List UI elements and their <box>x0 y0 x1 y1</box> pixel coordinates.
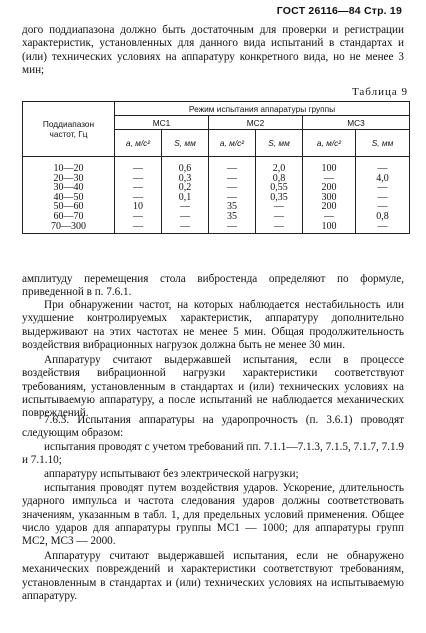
table-cell: — <box>115 174 162 184</box>
table-cell: — <box>115 183 162 193</box>
table-cell: 0,1 <box>162 193 209 203</box>
vibration-table <box>22 101 410 234</box>
col-header-a: a, м/с² <box>115 130 162 157</box>
group-header-mc1: МС1 <box>115 116 209 130</box>
paragraph-frequency-detection: При обнаружении частот, на которых наблюдается нестабильность или ухудшение контролируемых характеристик, аппаратуру дополнительно выдерживают на этих частотах не менее 5 мин. Общая продолжительность воздействия вибрационных нагрузок должна быть не менее 30 мин. <box>22 299 404 351</box>
col-header-s: S, мм <box>356 130 410 157</box>
table-cell: — <box>356 202 410 212</box>
table-cell: 10 <box>115 202 162 212</box>
group-header-mc3: МС3 <box>303 116 410 130</box>
table-caption: Таблица 9 <box>351 86 408 98</box>
paragraph-continuation: дого поддиапазона должно быть достаточным для проверки и регистрации характеристик, установленных для данного вида испытаний в стандартах и (или) технических условиях на аппаратуру конкретного вида, но не менее 3 мин; <box>22 24 404 76</box>
page-header: ГОСТ 26116—84 Стр. 19 <box>276 5 402 17</box>
paragraph-vibration-pass: Аппаратуру считают выдержавшей испытания, если в процессе воздействия вибрационной нагрузки характеристики соответствуют требованиям, установленным в стандартах и (или) технических условиях на испытываемую аппаратуру, а после испытаний не наблюдается механических повреждений. <box>22 354 404 420</box>
table-cell: — <box>356 183 410 193</box>
table-cell: — <box>356 157 410 174</box>
table-cell: — <box>303 174 356 184</box>
span-header-cell: Режим испытания аппаратуры группы <box>115 102 410 116</box>
table-row <box>23 157 410 174</box>
table-cell: 60—70 <box>23 212 115 222</box>
table-cell: 200 <box>303 202 356 212</box>
table-row <box>23 222 410 234</box>
table-cell: — <box>115 157 162 174</box>
table-cell: 0,35 <box>256 193 303 203</box>
table-cell: 35 <box>209 202 256 212</box>
paragraph-no-load: аппаратуру испытывают без электрической нагрузки; <box>44 468 299 480</box>
paragraph-amplitude: амплитуду перемещения стола вибростенда определяют по формуле, приведенной в п. 7.6.1. <box>22 273 404 299</box>
table-cell: 30—40 <box>23 183 115 193</box>
table-cell: — <box>256 222 303 234</box>
table-cell: 0,8 <box>356 212 410 222</box>
table-cell: 0,2 <box>162 183 209 193</box>
paragraph-shock-parameters: испытания проводят путем воздействия ударов. Ускорение, длительность ударного импульса и частота следования ударов должны соответствовать значениям, указанным в табл. 1, для предельных условий применения. Общее число ударов для аппаратуры группы МС1 — 1000; для аппаратуры групп МС2, МС3 — 2000. <box>22 482 404 548</box>
row-header-cell: Поддиапазон частот, Гц <box>23 102 115 157</box>
table-cell: 50—60 <box>23 202 115 212</box>
paragraph-shock-requirements: испытания проводят с учетом требований пп. 7.1.1—7.1.3, 7.1.5, 7.1.7, 7.1.9 и 7.1.10; <box>22 441 404 467</box>
table-cell: — <box>115 222 162 234</box>
table-cell: 35 <box>209 212 256 222</box>
table-cell: 0,55 <box>256 183 303 193</box>
table-cell: 40—50 <box>23 193 115 203</box>
paragraph-shock-test: 7.6.3. Испытания аппаратуры на ударопрочность (п. 3.6.1) проводят следующим образом: <box>22 414 404 440</box>
table-cell: 0,8 <box>256 174 303 184</box>
table-cell: 0,6 <box>162 157 209 174</box>
col-header-s: S, мм <box>162 130 209 157</box>
table-cell: 10—20 <box>23 157 115 174</box>
table-cell: — <box>356 193 410 203</box>
table-cell: — <box>162 222 209 234</box>
table-cell: 300 <box>303 193 356 203</box>
table-cell: 0,3 <box>162 174 209 184</box>
table-cell: — <box>209 222 256 234</box>
table-cell: 70—300 <box>23 222 115 234</box>
table-cell: 100 <box>303 157 356 174</box>
table-cell: 2,0 <box>256 157 303 174</box>
table-cell: 4,0 <box>356 174 410 184</box>
table-cell: — <box>115 193 162 203</box>
table-cell: 100 <box>303 222 356 234</box>
table-cell: — <box>209 183 256 193</box>
table-cell: — <box>356 222 410 234</box>
table-cell: — <box>303 212 356 222</box>
col-header-a: a, м/с² <box>209 130 256 157</box>
group-header-mc2: МС2 <box>209 116 303 130</box>
table-cell: — <box>256 212 303 222</box>
col-header-a: a, м/с² <box>303 130 356 157</box>
table-cell: — <box>209 157 256 174</box>
table-cell: — <box>115 212 162 222</box>
table-cell: — <box>256 202 303 212</box>
table-cell: — <box>162 202 209 212</box>
table-cell: — <box>209 193 256 203</box>
table-cell: 200 <box>303 183 356 193</box>
table-cell: — <box>162 212 209 222</box>
paragraph-shock-pass: Аппаратуру считают выдержавшей испытания, если не обнаружено механических повреждений и характеристики соответствуют требованиям, установленным в стандартах и (или) технических условиях на испытываемую аппаратуру. <box>22 550 404 602</box>
col-header-s: S, мм <box>256 130 303 157</box>
table-cell: 20—30 <box>23 174 115 184</box>
table-cell: — <box>209 174 256 184</box>
